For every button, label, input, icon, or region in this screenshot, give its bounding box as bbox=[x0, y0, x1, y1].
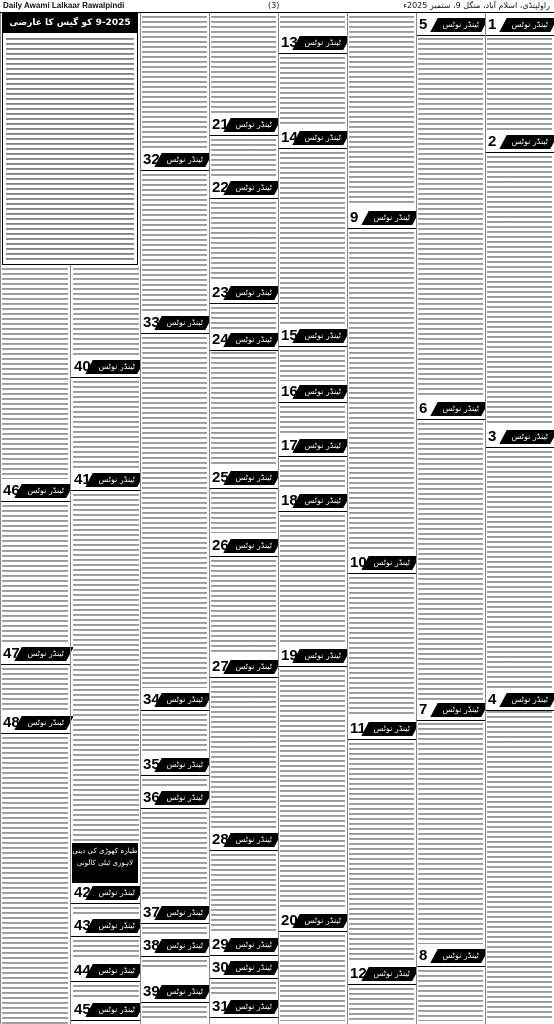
tender-tag-37: ٹینڈر نوٹس 37 bbox=[140, 903, 209, 924]
tender-tag-24: ٹینڈر نوٹس 24 bbox=[209, 330, 278, 351]
tender-tag-42: ٹینڈر نوٹس 42 bbox=[71, 883, 140, 904]
tender-tag-10: ٹینڈر نوٹس 10 bbox=[347, 553, 416, 574]
tender-tag-32: ٹینڈر نوٹس 32 bbox=[140, 150, 209, 171]
tender-tag-46: ٹینڈر نوٹس 46 bbox=[0, 481, 70, 502]
gas-schedule-title: 9-2025 کو گیس کا عارضی bbox=[3, 14, 137, 33]
column-1 bbox=[485, 13, 554, 1024]
tender-tag-41: ٹینڈر نوٹس 41 bbox=[71, 470, 140, 491]
tender-tag-9: ٹینڈر نوٹس 9 bbox=[347, 208, 416, 229]
column-7 bbox=[0, 13, 140, 1024]
tender-tag-39: ٹینڈر نوٹس 39 bbox=[140, 982, 209, 1003]
tender-tag-18: ٹینڈر نوٹس 18 bbox=[278, 491, 347, 512]
tender-tag-28: ٹینڈر نوٹس 28 bbox=[209, 830, 278, 851]
tender-tag-30: ٹینڈر نوٹس 30 bbox=[209, 958, 278, 979]
tender-tag-23: ٹینڈر نوٹس 23 bbox=[209, 283, 278, 304]
tender-tag-45: ٹینڈر نوٹس 45 bbox=[71, 1000, 140, 1021]
column-6 bbox=[140, 13, 209, 1024]
tender-tag-40: ٹینڈر نوٹس 40 bbox=[71, 357, 140, 378]
tender-tag-26: ٹینڈر نوٹس 26 bbox=[209, 536, 278, 557]
tender-tag-34: ٹینڈر نوٹس 34 bbox=[140, 690, 209, 711]
column-2-extra bbox=[416, 700, 485, 724]
tender-tag-12: ٹینڈر نوٹس 12 bbox=[347, 964, 416, 985]
page-number: (3) bbox=[268, 1, 280, 10]
tender-tag-20: ٹینڈر نوٹس 20 bbox=[278, 911, 347, 932]
tender-tag-8: ٹینڈر نوٹس 8 bbox=[416, 946, 485, 967]
tender-tag-3: ٹینڈر نوٹس 3 bbox=[485, 427, 554, 448]
tender-tag-15: ٹینڈر نوٹس 15 bbox=[278, 326, 347, 347]
tender-tag-11: ٹینڈر نوٹس 11 bbox=[347, 719, 416, 740]
issue-date: راولپنڈی، اسلام آباد، منگل 9، ستمبر 2025ء bbox=[403, 1, 550, 10]
tender-tag-7: ٹینڈر نوٹس 7 bbox=[416, 700, 485, 721]
column-5-extra bbox=[209, 330, 278, 354]
tender-tag-17: ٹینڈر نوٹس 17 bbox=[278, 436, 347, 457]
tender-tag-22: ٹینڈر نوٹس 22 bbox=[209, 178, 278, 199]
page-header bbox=[0, 0, 554, 13]
column-4 bbox=[278, 13, 347, 1024]
tender-tag-31: ٹینڈر نوٹس 31 bbox=[209, 997, 278, 1018]
tender-tag-14: ٹینڈر نوٹس 14 bbox=[278, 128, 347, 149]
gas-schedule-box bbox=[2, 13, 138, 265]
tender-tag-2: ٹینڈر نوٹس 2 bbox=[485, 132, 554, 153]
column-1-extra bbox=[485, 690, 554, 714]
tender-tag-21: ٹینڈر نوٹس 21 bbox=[209, 115, 278, 136]
tender-tag-5: ٹینڈر نوٹس 5 bbox=[416, 15, 485, 36]
column-2 bbox=[416, 13, 485, 1024]
column-5 bbox=[209, 13, 278, 1024]
tender-tag-48: ٹینڈر نوٹس 48 bbox=[0, 713, 70, 734]
tender-tag-36: ٹینڈر نوٹس 36 bbox=[140, 788, 209, 809]
tender-tag-38: ٹینڈر نوٹس 38 bbox=[140, 936, 209, 957]
tender-tag-6: ٹینڈر نوٹس 6 bbox=[416, 399, 485, 420]
tender-tag-29: ٹینڈر نوٹس 29 bbox=[209, 935, 278, 956]
tender-tag-13: ٹینڈر نوٹس 13 bbox=[278, 33, 347, 54]
tender-tag-47: ٹینڈر نوٹس 47 bbox=[0, 644, 70, 665]
tender-tag-19: ٹینڈر نوٹس 19 bbox=[278, 646, 347, 667]
tender-tag-44: ٹینڈر نوٹس 44 bbox=[71, 961, 140, 982]
tender-tag-33: ٹینڈر نوٹس 33 bbox=[140, 313, 209, 334]
tender-tag-1: ٹینڈر نوٹس 1 bbox=[485, 15, 554, 36]
notice-box: طیارہ کھوڑی کی دینی لاہوری ٹیلی کالونی bbox=[72, 843, 138, 883]
tender-tag-4: ٹینڈر نوٹس 4 bbox=[485, 690, 554, 711]
newspaper-name: Daily Awami Lalkaar Rawalpindi bbox=[3, 1, 125, 10]
tender-tag-27: ٹینڈر نوٹس 27 bbox=[209, 657, 278, 678]
tender-tag-43: ٹینڈر نوٹس 43 bbox=[71, 916, 140, 937]
tender-tag-25: ٹینڈر نوٹس 25 bbox=[209, 468, 278, 489]
tender-tag-16: ٹینڈر نوٹس 16 bbox=[278, 382, 347, 403]
tender-tag-35: ٹینڈر نوٹس 35 bbox=[140, 755, 209, 776]
column-3 bbox=[347, 13, 416, 1024]
